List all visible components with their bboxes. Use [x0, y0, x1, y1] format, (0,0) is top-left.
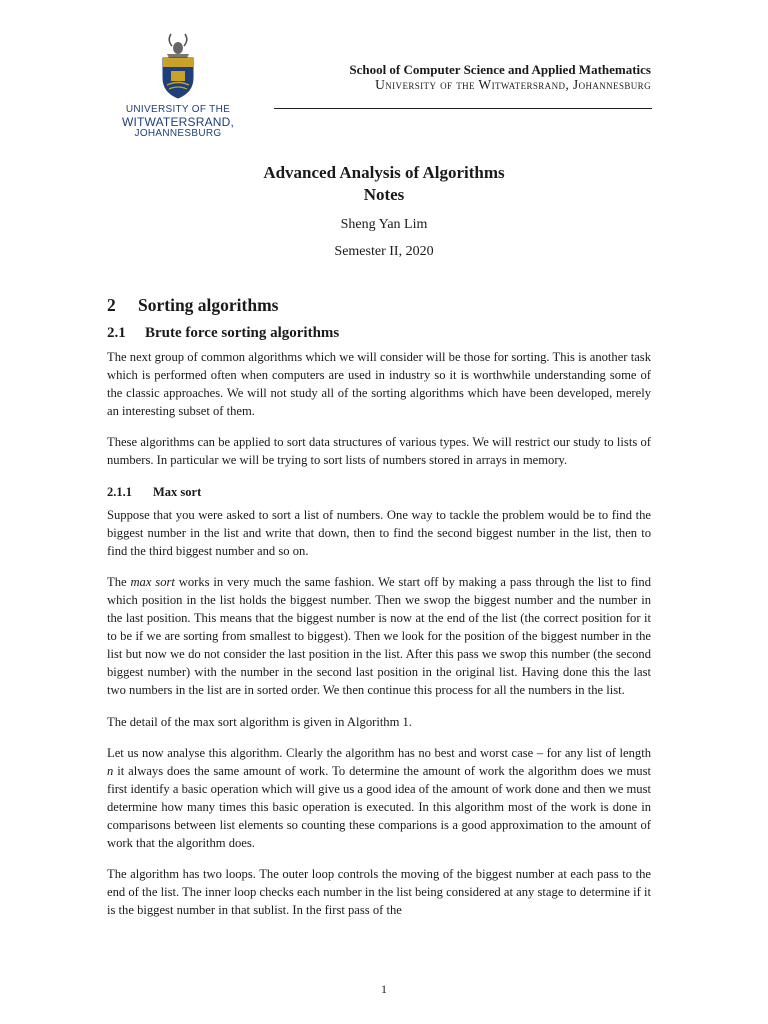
logo-line-3: JOHANNESBURG	[134, 128, 222, 139]
section-number: 2	[107, 295, 116, 315]
subsubsection-title: Max sort	[153, 484, 202, 499]
crest-icon	[153, 30, 203, 100]
header-divider	[274, 108, 652, 109]
subsubsection-number: 2.1.1	[107, 484, 132, 499]
paragraph-7: The algorithm has two loops. The outer loop controls the moving of the biggest number at each pass to the end of the list. The inner loop checks each number in the list being considered at any stage to determine if it is the biggest number in that sublist. In the first pass of the	[107, 867, 651, 918]
document-subtitle: Notes	[363, 185, 405, 204]
paragraph-3: Suppose that you were asked to sort a list of numbers. One way to tackle the problem would be to find the biggest number in the list and write that down, then to find the second biggest number in the list, then to find the third biggest number and so on.	[107, 507, 651, 558]
paragraph-2: These algorithms can be applied to sort data structures of various types. We will restrict our study to lists of numbers. In particular we will be trying to sort lists of numbers stored in arrays in memory.	[107, 435, 651, 468]
p6-variable: n	[107, 763, 114, 778]
title-block	[0, 162, 768, 261]
header-institution	[349, 62, 651, 93]
university-name: University of the Witwatersrand, Johannesburg	[375, 77, 651, 92]
logo-line-1: UNIVERSITY OF THE	[125, 104, 231, 115]
school-name: School of Computer Science and Applied Mathematics	[349, 62, 651, 77]
paragraph-1: The next group of common algorithms which we will consider will be those for sorting. This is another task which is performed often when computers are used in industry so it is worthwhile understanding some of the classic approaches. We will not study all of the sorting algorithms which have been developed, merely an interesting subset of them.	[107, 350, 651, 419]
paragraph-6	[107, 744, 651, 853]
page-number: 1	[381, 982, 387, 996]
p4-rest: works in very much the same fashion. We start off by making a pass through the list to find which position in the list holds the biggest number. Then we swop the biggest number and the number in the last position. This means that the biggest number is now at the end of the list (the correct position for it to be if we are sorting from smallest to biggest). Then we look for the position of the biggest number in the list but now we do not consider the last position in the list. After this pass we swop this number (the second biggest number) with the number in the second last position in the original list. Having done this the last two numbers in the list are in sorted order. We then continue this process for all the numbers in the list.	[107, 574, 651, 698]
subsubsection-heading	[107, 484, 651, 500]
section-title: Sorting algorithms	[138, 295, 279, 315]
university-logo	[108, 30, 248, 142]
p4-prefix: The	[107, 574, 131, 589]
paragraph-4	[107, 573, 651, 700]
subsection-heading	[107, 324, 651, 342]
subsection-number: 2.1	[107, 325, 126, 341]
section-heading	[107, 294, 651, 316]
semester: Semester II, 2020	[334, 244, 434, 259]
p6-rest: it always does the same amount of work. To determine the amount of work the algorithm does we must first identify a basic operation which will give us a good idea of the amount of work done and then we must determine how many times this basic operation is executed. In this algorithm most of the work is done in comparisons between list elements so counting these comparions is a good approximation to the amount of work that the algorithm does.	[107, 763, 651, 851]
document-title: Advanced Analysis of Algorithms	[263, 163, 505, 182]
main-content	[107, 294, 651, 932]
subsection-title: Brute force sorting algorithms	[145, 325, 340, 341]
p4-emphasis: max sort	[130, 574, 175, 589]
author: Sheng Yan Lim	[340, 217, 428, 232]
paragraph-5: The detail of the max sort algorithm is given in Algorithm 1.	[107, 714, 412, 729]
p6-prefix: Let us now analyse this algorithm. Clearly the algorithm has no best and worst case – for any list of length	[107, 745, 651, 760]
logo-line-2: WITWATERSRAND,	[121, 115, 235, 129]
